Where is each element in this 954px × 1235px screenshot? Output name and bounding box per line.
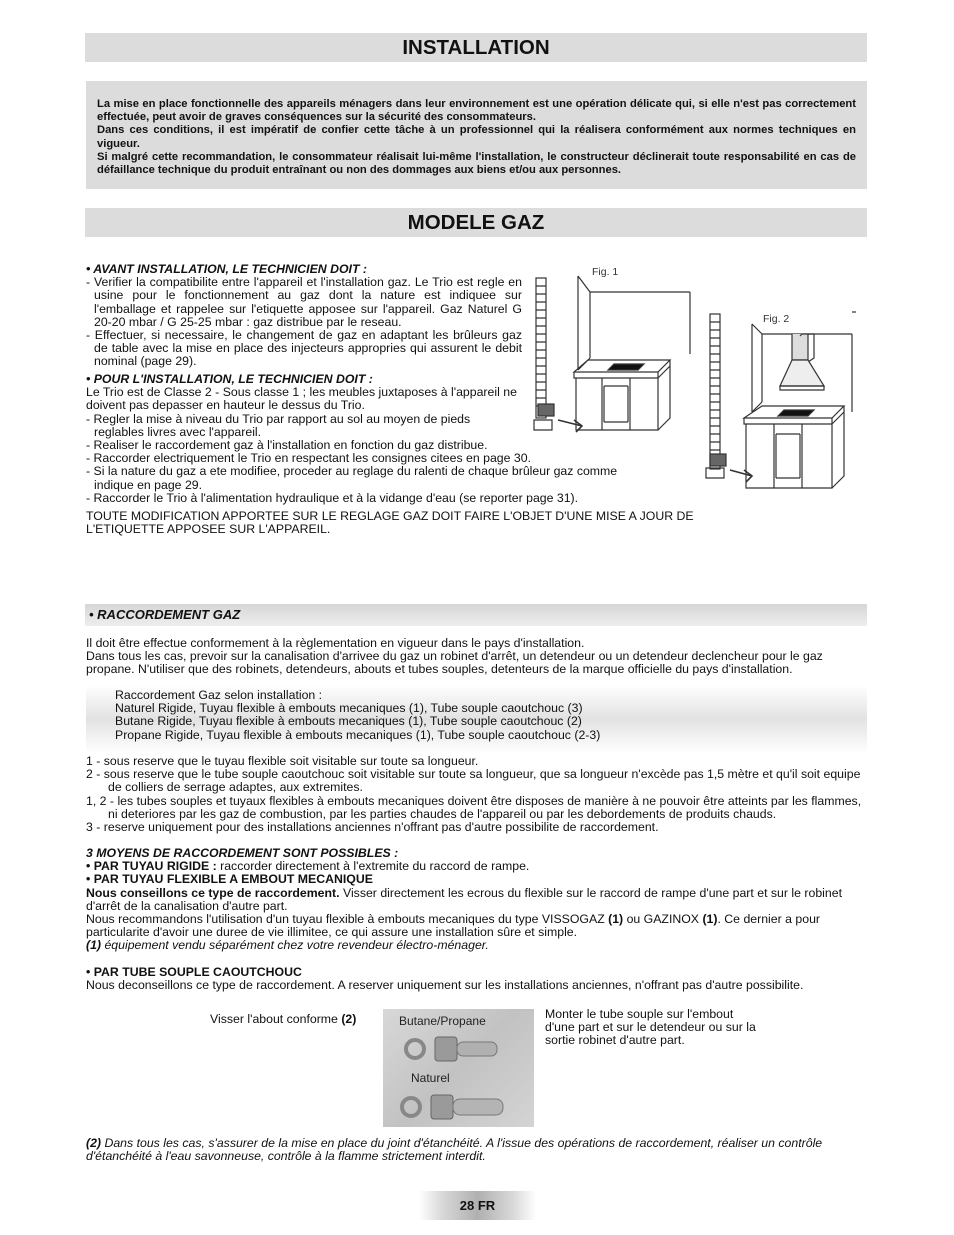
photo-left-text: Visser l'about conforme [210, 1012, 342, 1026]
raccordement-box-line-4: Propane Rigide, Tuyau flexible à embouts mecaniques (1), Tube souple caoutchouc (2-3) [115, 727, 601, 742]
final-note [86, 1137, 868, 1163]
moyens-flex-note [86, 939, 868, 952]
avant-item-1: - Verifier la compatibilite entre l'appareil et l'installation gaz. Le Trio est regle en usine pour le fonctionnement au gaz dont la nature est indiquee sur l'emballage et rappelee sur l'etiquette apposee sur l'appareil. Gaz Naturel G 20-20 mbar / G 25-25 mbar : gaz distribue par le reseau. [86, 275, 522, 329]
pour-footer-text: TOUTE MODIFICATION APPORTEE SUR LE REGLAGE GAZ DOIT FAIRE L'OBJET D'UNE MISE A JOUR DE L'ETIQUETTE APPOSEE SUR L'APPAREIL. [86, 509, 694, 537]
section-title-installation: INSTALLATION [85, 33, 867, 62]
raccordement-box-text [115, 689, 855, 742]
raccordement-note-3: 1, 2 - les tubes souples et tuyaux flexibles à embouts mecaniques doivent être disposes de manière à ne pouvoir être atteints par les flammes, ni deteriores par les gaz de combustion, par les parties chaudes de l'appareil ou par les debordements de produits chauds. [86, 793, 862, 821]
moyens-tube-label [86, 966, 868, 979]
fig1-label: Fig. 1 [592, 266, 619, 278]
raccordement-note-2: 2 - sous reserve que le tube souple caoutchouc soit visitable sur toute sa longueur, que sa longueur n'excède pas 1,5 mètre et qu'il soit equipe de colliers de serrage adaptes, aux extremites. [86, 767, 861, 795]
pour-item-5: - Raccorder le Trio à l'alimentation hydraulique et à la vidange d'eau (se reporter page 31). [86, 490, 579, 505]
pour-item-3: - Raccorder electriquement le Trio en respectant les consignes citees en page 30. [86, 451, 531, 466]
warning-para-1: La mise en place fonctionnelle des appareils ménagers dans leur environnement est une opération délicate qui, si elle n'est pas correctement effectuée, peut avoir de graves conséquences sur la sécurité des consommateurs. [97, 98, 856, 124]
photo-left-ref: (2) [341, 1012, 357, 1026]
fittings-drawing [383, 1009, 534, 1127]
subsection-raccordement-gaz [85, 604, 867, 626]
moyens-block [86, 847, 868, 992]
raccordement-intro [86, 637, 868, 677]
moyens-rigide-text: raccorder directement à l'extremite du raccord de rampe. [216, 859, 530, 874]
warning-box [86, 81, 867, 189]
pour-title: • POUR L'INSTALLATION, LE TECHNICIEN DOIT : [86, 372, 373, 386]
pour-item-2: - Realiser le raccordement gaz à l'installation en fonction du gaz distribue. [86, 438, 488, 452]
moyens-flex-note-b: (1) [86, 938, 102, 953]
raccordement-notes [86, 755, 868, 834]
moyens-flex-bold: Nous conseillons ce type de raccordement. [86, 885, 340, 900]
moyens-flex-note-text: équipement vendu séparément chez votre revendeur électro-ménager. [101, 938, 489, 953]
avant-item-2: - Effectuer, si necessaire, le changement de gaz en adaptant les brûleurs gaz de table avec la mise en place des injecteurs appropries qui assurent le debit nominal (page 29). [86, 328, 522, 369]
raccordement-box-line-3: Butane Rigide, Tuyau flexible à embouts mecaniques (1), Tube souple caoutchouc (2) [115, 714, 582, 729]
moyens-title: 3 MOYENS DE RACCORDEMENT SONT POSSIBLES : [86, 846, 399, 860]
moyens-tube-text: Nous deconseillons ce type de raccordement. A reserver uniquement sur les installations anciennes, n'offrant pas d'autre possibilite. [86, 977, 804, 992]
section-title-modele-gaz: MODELE GAZ [85, 208, 867, 237]
final-note-text: Dans tous les cas, s'assurer de la mise en place du joint d'étanchéité. A l'issue des opérations de raccordement, réaliser un contrôle d'étanchéité à l'eau savonneuse, contrôle à la flamme strictement interdit. [86, 1136, 823, 1164]
raccordement-box-line-1: Raccordement Gaz selon installation : [115, 688, 323, 702]
photo-right-caption: Monter le tube souple sur l'embout d'une part et sur le detendeur ou sur la sortie robinet d'autre part. [545, 1007, 756, 1048]
photo-label-naturel: Naturel [411, 1071, 450, 1085]
kitchen-illustration [530, 262, 870, 494]
moyens-flex-rec-d: (1) [702, 912, 718, 927]
raccordement-intro-2: Dans tous les cas, prevoir sur la canalisation d'arrivee du gaz un robinet d'arrêt, un detendeur ou un detendeur declencheur pour le gaz propane. N'utiliser que des robinets, detendeurs, abouts et tubes souples, detenteurs de la marque officielle du pays d'installation. [86, 649, 823, 677]
fittings-photo [383, 1009, 534, 1127]
raccordement-note-4: 3 - reserve uniquement pour des installations anciennes n'offrant pas d'autre possibilite de raccordement. [86, 820, 659, 835]
moyens-flex-rec-b: (1) [608, 912, 624, 927]
subsection-raccordement-title: • RACCORDEMENT GAZ [89, 607, 241, 622]
raccordement-note-1: 1 - sous reserve que le tuyau flexible soit visitable sur toute sa longueur. [86, 754, 479, 768]
fig2-label: Fig. 2 [763, 313, 790, 325]
fig1-wall-column [536, 278, 546, 418]
warning-text [97, 98, 856, 177]
seal-ring-2-icon [402, 1098, 420, 1116]
moyens-tube-label-text: • PAR TUBE SOUPLE CAOUTCHOUC [86, 964, 302, 979]
moyens-rigide-label: • PAR TUYAU RIGIDE : [86, 859, 217, 874]
avant-title: • AVANT INSTALLATION, LE TECHNICIEN DOIT : [86, 262, 367, 276]
moyens-flex-desc [86, 887, 868, 913]
moyens-flex-rec-a: Nous recommandons l'utilisation d'un tuyau flexible à embouts mecaniques du type VISSOGAZ [86, 912, 609, 927]
photo-label-butane: Butane/Propane [399, 1014, 486, 1028]
pour-footer [86, 510, 696, 536]
warning-para-2: Dans ces conditions, il est impératif de confier cette tâche à un professionnel qui la réalisera conformément aux normes techniques en vigueur. [97, 124, 856, 150]
pour-item-1: - Regler la mise à niveau du Trio par rapport au sol au moyen de pieds reglables livres avec l'appareil. [86, 411, 471, 439]
pour-installation-block [86, 373, 522, 439]
avant-installation-block [86, 263, 522, 369]
moyens-flex-text: Visser directement les ecrous du flexible sur le raccord de rampe d'une part et sur le robinet d'arrêt de la canalisation d'autre part. [86, 885, 842, 913]
seal-ring-icon [406, 1040, 424, 1058]
moyens-flex-rec-e: . Ce dernier a pour particularite d'avoir une duree de vie illimitee, ce qui assure une installation sûre et simple. [86, 912, 820, 940]
raccordement-intro-1: Il doit être effectue conformement à la règlementation en vigueur dans le pays d'installation. [86, 636, 585, 650]
final-note-ref: (2) [86, 1136, 102, 1150]
page-number: 28 FR [419, 1191, 536, 1220]
moyens-flex-rec [86, 913, 868, 939]
moyens-flex-rec-c: ou GAZINOX [623, 912, 703, 927]
pour-intro: Le Trio est de Classe 2 - Sous classe 1 ; les meubles juxtaposes à l'appareil ne doivent pas depasser en hauteur le dessus du Trio. [86, 385, 517, 413]
warning-para-3: Si malgré cette recommandation, le consommateur réalisait lui-même l'installation, le constructeur déclinerait toute responsabilité en cas de défaillance technique du produit entraînant ou non des dommages aux biens et/ou aux personnes. [97, 150, 856, 177]
moyens-flex-label-text: • PAR TUYAU FLEXIBLE A EMBOUT MECANIQUE [86, 872, 373, 887]
fig2-wall-column [710, 314, 720, 469]
photo-left-caption [210, 1013, 380, 1026]
pour-item-4: - Si la nature du gaz a ete modifiee, proceder au reglage du ralenti de chaque brûleur gaz comme indique en page 29. [86, 464, 618, 492]
raccordement-box-line-2: Naturel Rigide, Tuyau flexible à embouts mecaniques (1), Tube souple caoutchouc (3) [115, 701, 583, 716]
